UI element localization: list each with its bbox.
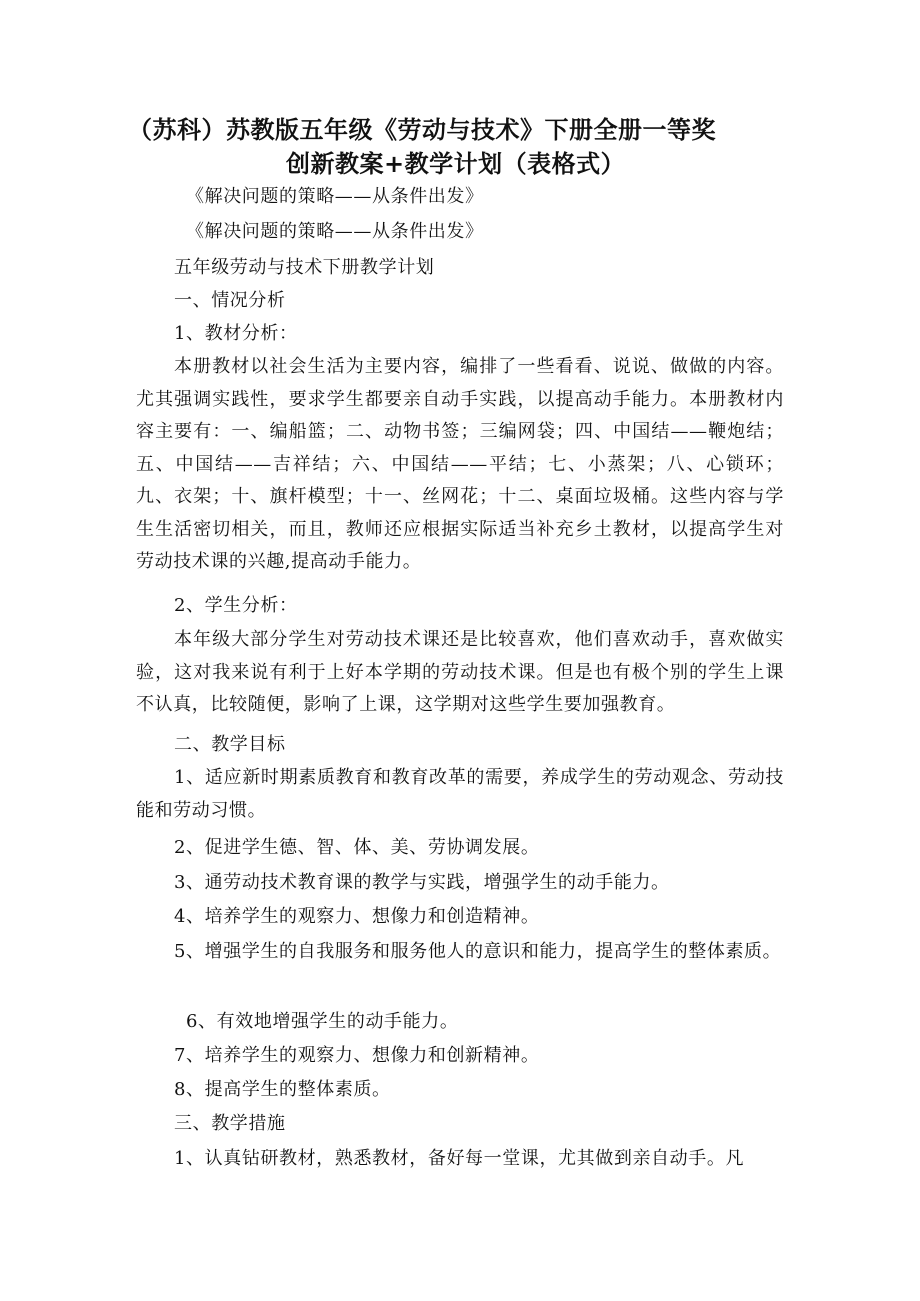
subheading-textbook-analysis: 1、教材分析： (174, 323, 298, 344)
section-heading-goals: 二、教学目标 (174, 734, 286, 755)
goal-item-2: 2、促进学生德、智、体、美、劳协调发展。 (174, 837, 540, 858)
section-heading-situation: 一、情况分析 (174, 290, 286, 311)
goal-item-3: 3、通劳动技术教育课的教学与实践，增强学生的动手能力。 (174, 872, 670, 893)
paragraph-student-analysis: 本年级大部分学生对劳动技术课还是比较喜欢，他们喜欢动手，喜欢做实验，这对我来说有利于上好本学期的劳动技术课。但是也有极个别的学生上课不认真，比较随便，影响了上课，这学期对这些学生要加强教育。 (136, 629, 784, 715)
goal-item-6: 6、有效地增强学生的动手能力。 (186, 1011, 459, 1032)
measure-item-1: 1、认真钻研教材，熟悉教材，备好每一堂课，尤其做到亲自动手。凡 (174, 1148, 745, 1169)
subheading-student-analysis: 2、学生分析： (174, 595, 298, 616)
subtitle-1: 《解决问题的策略——从条件出发》 (186, 186, 484, 207)
section-heading-measures: 三、教学措施 (174, 1113, 286, 1134)
plan-title: 五年级劳动与技术下册教学计划 (174, 257, 435, 278)
paragraph-textbook-analysis: 本册教材以社会生活为主要内容，编排了一些看看、说说、做做的内容。尤其强调实践性，要求学生都要亲自动手实践，以提高动手能力。本册教材内容主要有：一、编船篮；二、动物书签；三编网袋；四、中国结——鞭炮结；五、中国结——吉祥结；六、中国结——平结；七、小蒸架；八、心锁环；九、衣架；十、旗杆模型；十一、丝网花；十二、桌面垃圾桶。这些内容与学生生活密切相关，而且，教师还应根据实际适当补充乡土教材，以提高学生对劳动技术课的兴趣,提高动手能力。 (136, 356, 784, 572)
document-title-line1: （苏科）苏教版五年级《劳动与技术》下册全册一等奖 (128, 116, 716, 144)
goal-item-4: 4、培养学生的观察力、想像力和创造精神。 (174, 906, 540, 927)
goal-item-7: 7、培养学生的观察力、想像力和创新精神。 (174, 1045, 540, 1066)
goal-item-8: 8、提高学生的整体素质。 (174, 1079, 391, 1100)
goal-item-1: 1、适应新时期素质教育和教育改革的需要，养成学生的劳动观念、劳动技能和劳动习惯。 (136, 767, 784, 821)
document-title-line2: 创新教案+教学计划（表格式） (286, 150, 626, 178)
goal-item-5: 5、增强学生的自我服务和服务他人的意识和能力，提高学生的整体素质。 (174, 941, 782, 962)
subtitle-2: 《解决问题的策略——从条件出发》 (186, 221, 484, 242)
